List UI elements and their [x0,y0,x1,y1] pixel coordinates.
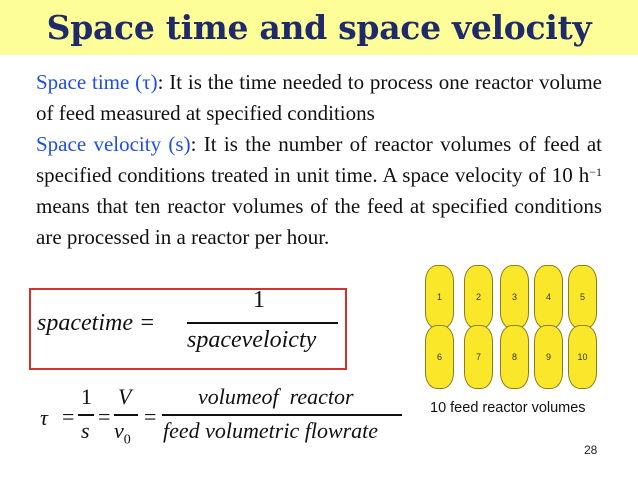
space-velocity-term: Space velocity (s) [36,132,191,156]
inverse-hour-exponent: −1 [589,165,602,179]
eq1-lhs: spacetime = [37,310,156,336]
reactor-cylinder: 6 [425,325,454,389]
reactor-cylinder: 8 [500,325,529,389]
reactor-cylinder: 10 [568,325,597,389]
eq2-tau: τ [40,405,48,430]
reactor-caption: 10 feed reactor volumes [430,400,586,416]
eq1-numerator: 1 [253,287,265,313]
space-velocity-definition [36,129,602,253]
eq2-frac1-numerator: 1 [81,384,92,409]
eq2-frac2-line [114,414,138,416]
eq2-frac3-numerator: volumeof reactor [198,384,354,409]
eq2-frac1-denominator: s [81,418,90,443]
eq2-frac1-line [78,414,94,416]
reactor-cylinder: 1 [425,265,454,329]
page-number: 28 [584,443,598,457]
slide-title: Space time and space velocity [46,8,592,47]
space-velocity-colon: : [190,132,197,156]
reactor-cylinder: 9 [534,325,563,389]
reactor-cylinder: 2 [464,265,493,329]
reactor-cylinder: 3 [500,265,529,329]
reactor-cylinder: 5 [568,265,597,329]
eq2-equals-3: = [144,404,157,429]
eq1-denominator: spaceveloicty [187,327,317,353]
space-time-definition [36,67,602,129]
eq2-frac2-numerator: V [118,384,132,409]
eq1-fraction-line [187,322,338,324]
space-time-colon: : [157,70,164,94]
space-velocity-text-2: means that ten reactor volumes of the feed at specified conditions are processed in a reactor per hour. [36,194,602,249]
eq2-equals-1: = [62,404,75,429]
reactor-cylinder: 7 [464,325,493,389]
reactor-cylinder: 4 [534,265,563,329]
space-time-text: It is the time needed to process one reactor volume of feed measured at specified conditions [36,70,602,125]
eq2-frac2-den-subscript: 0 [123,432,131,448]
eq2-equals-2: = [98,404,111,429]
space-time-term: Space time (τ) [36,70,158,94]
eq2-frac2-denominator [114,418,131,448]
eq2-frac2-den-v: v [114,418,124,443]
eq2-frac3-line [162,414,402,416]
space-velocity-text-1: It is the number of reactor volumes of feed at specified conditions treated in unit time. A space velocity of 10 h [36,132,602,187]
eq2-frac3-denominator: feed volumetric flowrate [163,418,379,443]
